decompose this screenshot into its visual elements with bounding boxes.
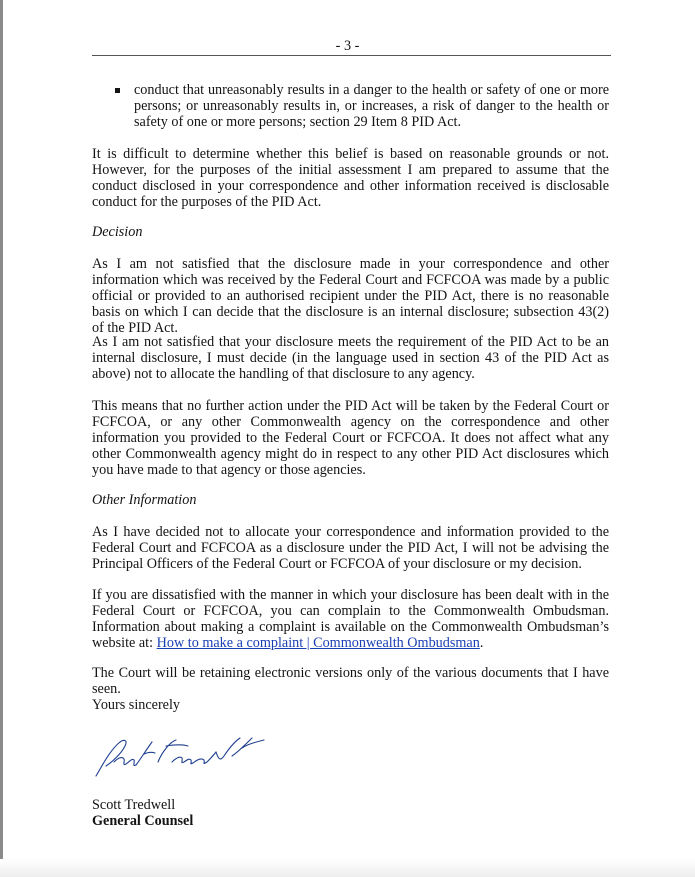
square-bullet-icon [115, 88, 120, 93]
salutation: Yours sincerely [92, 697, 181, 713]
paragraph-other-2-text: If you are dissatisfied with the manner in which your disclosure has been dealt with in the Federal Court or FCFCOA, you can complain to the Commonwealth Ombudsman. Information about making a complaint is available on the Commonwealth Ombudsman’s website at: [92, 587, 609, 651]
bullet-item: conduct that unreasonably results in a danger to the health or safety of one or more persons; or unreasonably results in, or increases, a risk of danger to the health or safety of one or more persons; section 29 Item 8 PID Act. [134, 82, 609, 130]
header-divider [92, 55, 611, 56]
heading-other-information: Other Information [92, 492, 197, 508]
paragraph-other-1: As I have decided not to allocate your correspondence and information provided to the Federal Court and FCFCOA as a disclosure under the PID Act, I will not be advising the Principal Officers of the Federal Court or FCFCOA of your disclosure or my decision. [92, 524, 609, 572]
page-edge [0, 0, 3, 877]
signature-text: Scott Tredwell [92, 778, 116, 783]
signatory-title: General Counsel [92, 813, 194, 829]
paragraph-other-2 [92, 587, 609, 651]
paragraph-decision-2: As I am not satisfied that your disclosure meets the requirement of the PID Act to be an internal disclosure, I must decide (in the language used in section 43 of the PID Act as above) not to allocate the handling of that disclosure to any agency. [92, 334, 609, 382]
paragraph-other-2-end: . [479, 635, 484, 651]
handwritten-signature-icon [92, 732, 272, 784]
paragraph-belief: It is difficult to determine whether this belief is based on reasonable grounds or not. However, for the purposes of the initial assessment I am prepared to assume that the conduct disclosed in your correspondence and other information received is disclosable conduct for the purposes of the PID Act. [92, 146, 609, 210]
paragraph-decision-1: As I am not satisfied that the disclosure made in your correspondence and other information which was received by the Federal Court and FCFCOA was made by a public official or provided to an authorised recipient under the PID Act, there is no reasonable basis on which I can decide that the disclosure is an internal disclosure; subsection 43(2) of the PID Act. [92, 256, 609, 336]
page-number: - 3 - [335, 38, 360, 54]
paragraph-decision-3: This means that no further action under the PID Act will be taken by the Federal Court or FCFCOA, or any other Commonwealth agency on the correspondence and other information you provided to the Federal Court or FCFCOA. It does not affect what any other Commonwealth agency might do in respect to any other PID Act disclosures which you have made to that agency or those agencies. [92, 398, 609, 478]
page-bottom-shade [0, 859, 695, 877]
heading-decision: Decision [92, 224, 143, 240]
ombudsman-complaint-link[interactable]: How to make a complaint | Commonwealth Ombudsman [156, 635, 480, 651]
signatory-name: Scott Tredwell [92, 797, 176, 813]
paragraph-retain: The Court will be retaining electronic versions only of the various documents that I have seen. [92, 665, 609, 697]
